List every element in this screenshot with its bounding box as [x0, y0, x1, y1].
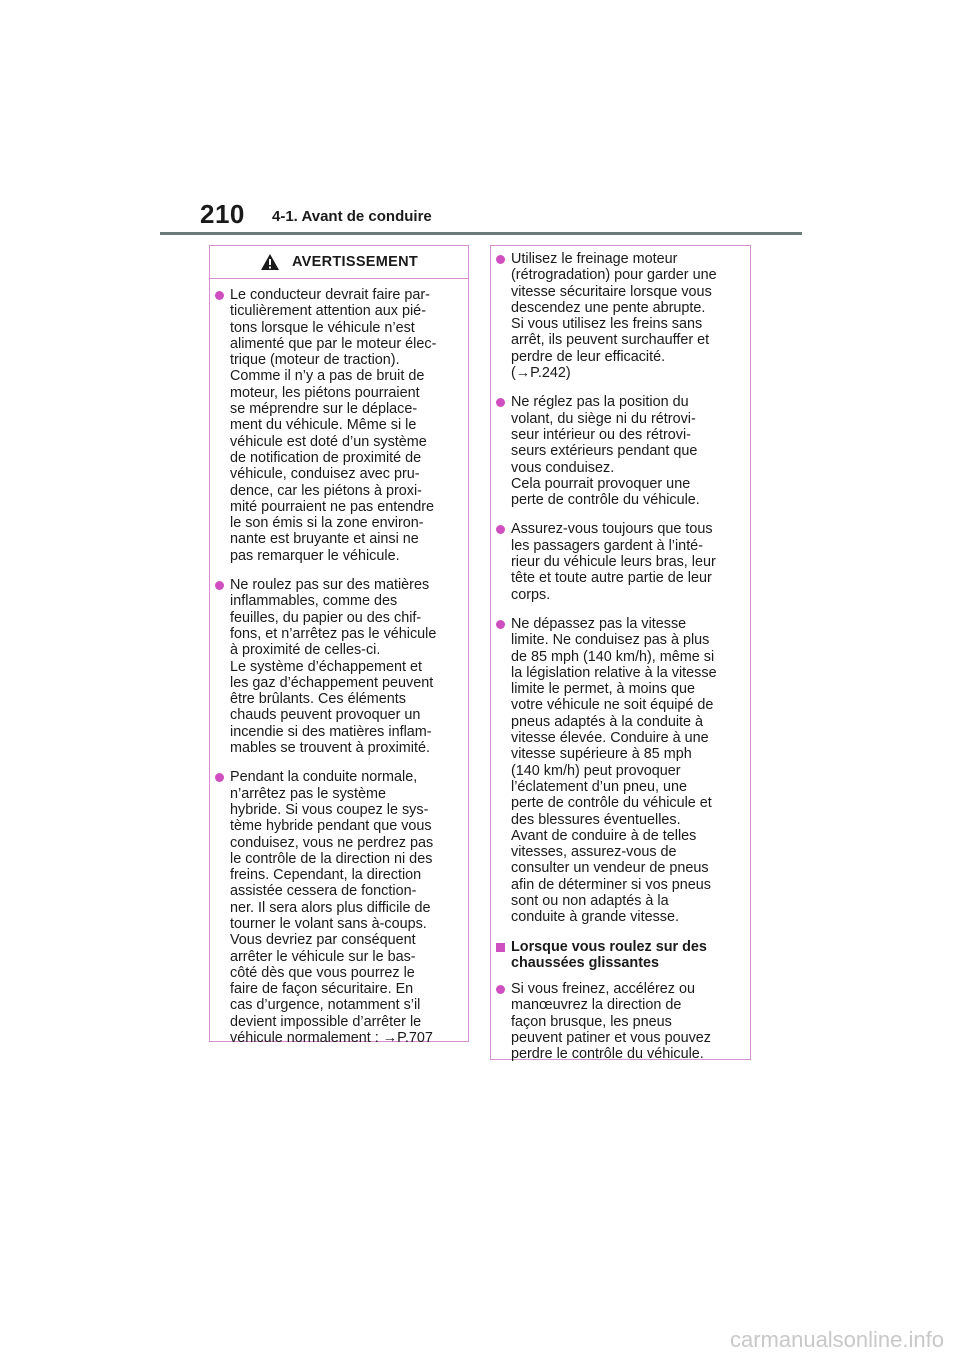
bullet-icon	[215, 291, 224, 300]
item-text: Ne réglez pas la position du volant, du siège ni du rétrovi- seur intérieur ou des rétrovi- seurs extérieurs pendant que vous conduisez. Cela pourrait provoquer une perte de contrôle du véhicule.	[511, 394, 700, 509]
warning-title: AVERTISSEMENT	[291, 254, 419, 270]
bullet-icon	[496, 398, 505, 407]
list-item	[494, 981, 742, 1062]
list-item	[213, 287, 460, 564]
subsection-heading	[494, 939, 742, 972]
bullet-icon	[215, 773, 224, 782]
item-text: Le conducteur devrait faire par- ticulièrement attention aux pié- tons lorsque le véhicule n’est alimenté que par le moteur élec- trique (moteur de traction). Comme il n’y a pas de bruit de moteur, les piétons pourraient se méprendre sur le déplace- ment du véhicule. Même si le véhicule est doté d’un système de notification de proximité de véhicule, conduisez avec pru- dence, car les piétons à proxi- mité pourraient ne pas entendre le son émis si la zone environ- nante est bruyante et ainsi ne pas remarquer le véhicule.	[230, 287, 437, 564]
bullet-icon	[496, 525, 505, 534]
header-rule	[160, 232, 802, 235]
item-text: Ne dépassez pas la vitesse limite. Ne conduisez pas à plus de 85 mph (140 km/h), même si la législation relative à la vitesse limite le permet, à moins que votre véhicule ne soit équipé de pneus adaptés à la conduite à vitesse élevée. Conduire à une vitesse supérieure à 85 mph (140 km/h) peut provoquer l’éclatement d’un pneu, une perte de contrôle du véhicule et des blessures éventuelles. Avant de conduire à de telles vitesses, assurez-vous de consulter un vendeur de pneus afin de déterminer si vos pneus sont ou non adaptés à la conduite à grande vitesse.	[511, 615, 717, 926]
section-title: 4-1. Avant de conduire	[272, 208, 432, 225]
warning-box-right	[490, 245, 751, 1063]
item-text: Assurez-vous toujours que tous les passagers gardent à l’inté- rieur du véhicule leurs bras, leur tête et toute autre partie de leur corps.	[511, 521, 716, 603]
item-text: Si vous freinez, accélérez ou manœuvrez la direction de façon brusque, les pneus peuvent patiner et vous pouvez perdre le contrôle du véhicule.	[511, 981, 712, 1063]
bullet-icon	[496, 985, 505, 994]
list-item	[213, 577, 460, 756]
footer-watermark: carmanualsonline.info	[729, 1327, 944, 1352]
square-bullet-icon	[496, 943, 505, 952]
item-text: Pendant la conduite normale, n’arrêtez pas le système hybride. Si vous coupez le sys- tème hybride pendant que vous conduisez, vous ne perdrez pas le contrôle de la direction ni des freins. Cependant, la direction assistée cessera de fonction- ner. Il sera alors plus difficile de tourner le volant sans à-coups. Vous devriez par conséquent arrêter le véhicule sur le bas- côté dès que vous pourrez le faire de façon sécuritaire. En cas d’urgence, notamment s’il devient impossible d’arrêter le véhicule normalement : →P.707	[230, 769, 434, 1047]
bullet-icon	[496, 255, 505, 264]
bullet-icon	[496, 620, 505, 629]
item-text: Utilisez le freinage moteur (rétrogradation) pour garder une vitesse sécuritaire lorsque vous descendez une pente abrupte. Si vous utilisez les freins sans arrêt, ils peuvent surchauffer et perdre de leur efficacité. (→P.242)	[511, 251, 717, 382]
list-item	[494, 251, 742, 381]
subsection-heading-text: Lorsque vous roulez sur des chaussées glissantes	[511, 938, 707, 971]
page-number: 210	[200, 199, 245, 229]
item-text: Ne roulez pas sur des matières inflammables, comme des feuilles, du papier ou des chif- fons, et n’arrêtez pas le véhicule à proximité de celles-ci. Le système d’échappement et les gaz d’échappement peuvent être brûlants. Ces éléments chauds peuvent provoquer un incendie si des matières inflam- mables se trouvent à proximité.	[230, 577, 437, 757]
warning-triangle-icon	[260, 253, 280, 271]
warning-box-left	[209, 245, 469, 1047]
list-item	[494, 394, 742, 508]
list-item	[494, 521, 742, 602]
warning-header	[210, 246, 468, 279]
bullet-icon	[215, 581, 224, 590]
list-item	[213, 769, 460, 1046]
list-item	[494, 616, 742, 926]
